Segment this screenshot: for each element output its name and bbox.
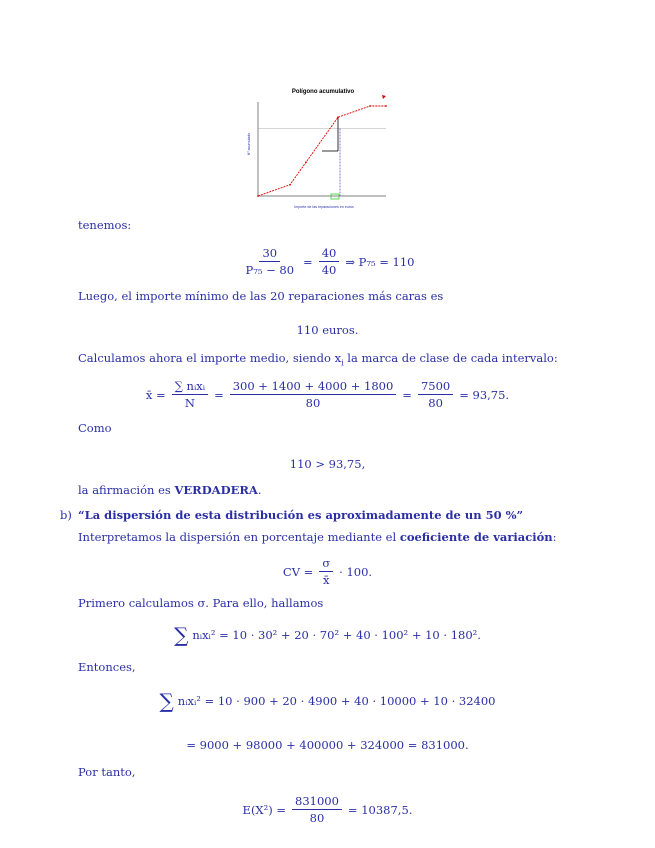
data-point <box>369 105 371 107</box>
text-tenemos: tenemos: <box>78 218 132 232</box>
data-point <box>289 184 291 186</box>
cv-tail: · 100. <box>339 564 373 579</box>
ex2-lhs: E(X²) = <box>242 802 287 817</box>
afirmacion-post: . <box>257 483 262 497</box>
sum1-sigma: ∑ <box>174 623 189 647</box>
item-b-label: b) <box>60 508 72 522</box>
text-afirmacion <box>78 483 261 497</box>
text-como: Como <box>78 421 112 435</box>
sum2-sigma: ∑ <box>159 689 174 713</box>
chart-svg <box>247 84 394 210</box>
ex2-den: 80 <box>309 811 325 825</box>
text-comparacion: 110 > 93,75, <box>289 457 366 471</box>
p75-result: ⇒ P₇₅ = 110 <box>345 254 415 269</box>
p75-den2: 40 <box>321 263 337 277</box>
cv-den: x̄ <box>322 573 330 587</box>
chart-xlabel: Importe de las reparaciones en euros <box>294 205 354 209</box>
interpretamos-bold: coeficiente de variación <box>399 530 553 544</box>
data-point <box>305 161 307 163</box>
equation-mean: x̄ = $\frac{\text{∑ nᵢxᵢ}}{N}$ = $\frac{300 + 1400 + 4000 + 1800}{80}$ = $\frac{7500}{80}$ = 93,75. <box>145 379 510 410</box>
mean-num2: 300 + 1400 + 4000 + 1800 <box>230 379 397 395</box>
text-calculamos <box>78 351 558 367</box>
cv-lhs: CV = <box>282 564 314 579</box>
text-luego: Luego, el importe mínimo de las 20 reparaciones más caras es <box>78 289 444 303</box>
text-euros: 110 euros. <box>296 323 359 337</box>
calculamos-sub: i <box>341 358 344 368</box>
chart-title: Polígono acumulativo <box>291 89 355 95</box>
chart-ylabel: Nº acumulado <box>247 132 251 156</box>
cv-num: σ <box>319 556 333 572</box>
ex2-num: 831000 <box>292 794 342 810</box>
mean-den2: 80 <box>305 396 321 410</box>
equation-sum3: = 9000 + 98000 + 400000 + 324000 = 831000. <box>186 738 469 752</box>
text-interpretamos <box>78 530 557 544</box>
data-point <box>337 116 339 118</box>
equation-sum2 <box>0 689 655 713</box>
afirmacion-bold: VERDADERA <box>174 483 258 497</box>
equation-sum1 <box>0 623 655 647</box>
mean-num1: ∑ nᵢxᵢ <box>172 379 208 395</box>
equation-cv <box>0 556 655 587</box>
cumulative-polygon-chart <box>247 84 394 210</box>
series-arrow <box>382 95 386 99</box>
interpretamos-pre: Interpretamos la dispersión en porcentaje mediante el <box>78 530 400 544</box>
percentile-highlight <box>331 194 339 199</box>
text-primero: Primero calculamos σ. Para ello, hallamos <box>78 596 324 610</box>
data-point <box>385 105 387 107</box>
p75-den1: P₇₅ − 80 <box>245 263 295 277</box>
text-entonces: Entonces, <box>78 660 136 674</box>
p75-num1: 30 <box>259 246 280 262</box>
equation-p75: $\frac{30}{\text{P₇₅ − 80}}$ = $\frac{40}{40}$ ⇒ P₇₅ = 110 <box>0 246 655 277</box>
item-b-title: “La dispersión de esta distribución es aproximadamente de un 50 %” <box>78 508 524 522</box>
mean-lhs: x̄ = <box>145 387 166 402</box>
p75-num2: 40 <box>319 246 340 262</box>
mean-num3: 7500 <box>418 379 453 395</box>
calculamos-head: Calculamos ahora el importe medio, siendo x <box>78 351 342 365</box>
equation-ex2 <box>0 794 655 825</box>
text-portanto: Por tanto, <box>78 765 136 779</box>
afirmacion-pre: la afirmación es <box>78 483 175 497</box>
calculamos-tail: la marca de clase de cada intervalo: <box>343 351 558 365</box>
ex2-result: = 10387,5. <box>347 802 413 817</box>
interpretamos-post: : <box>552 530 557 544</box>
sum2-lhs: nᵢxᵢ² = 10 · 900 + 20 · 4900 + 40 · 10000 + 10 · 32400 <box>177 694 496 708</box>
data-point <box>257 195 259 197</box>
mean-den1: N <box>184 396 195 410</box>
mean-den3: 80 <box>428 396 443 410</box>
sum1-lhs: nᵢxᵢ² = 10 · 30² + 20 · 70² + 40 · 100² + 10 · 180². <box>192 628 481 642</box>
mean-result: = 93,75. <box>459 387 510 402</box>
